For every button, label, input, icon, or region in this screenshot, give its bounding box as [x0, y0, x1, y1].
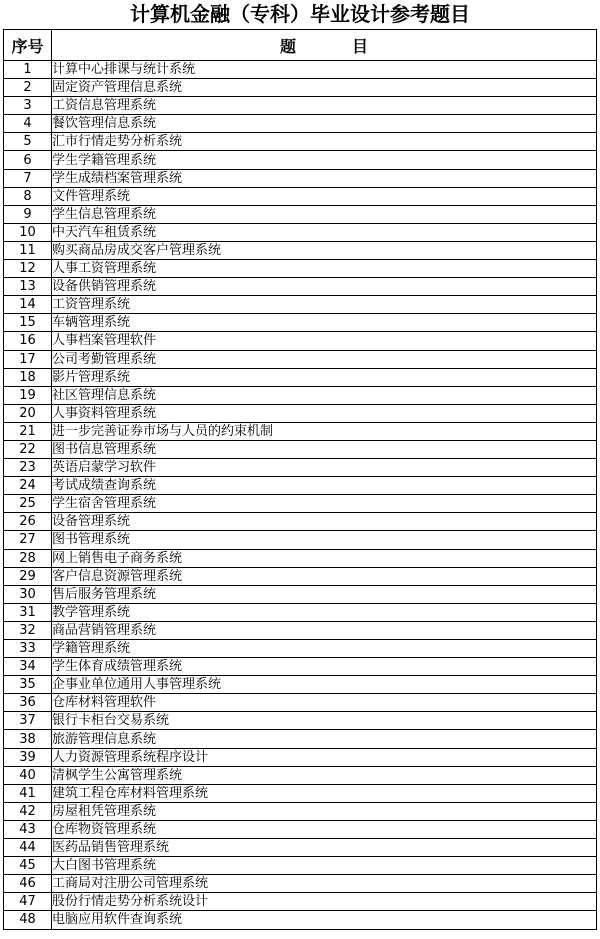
table-row [4, 332, 597, 350]
row-title: 文件管理系统 [52, 187, 597, 205]
table-row [4, 241, 597, 259]
row-number: 6 [4, 151, 52, 169]
row-title: 学生成绩档案管理系统 [52, 169, 597, 187]
row-number: 22 [4, 440, 52, 458]
row-number: 36 [4, 694, 52, 712]
row-number: 46 [4, 875, 52, 893]
table-row [4, 784, 597, 802]
row-number: 13 [4, 278, 52, 296]
table-row [4, 802, 597, 820]
row-number: 14 [4, 296, 52, 314]
table-row [4, 61, 597, 79]
row-title: 人力资源管理系统程序设计 [52, 748, 597, 766]
row-number: 41 [4, 784, 52, 802]
row-title: 客户信息资源管理系统 [52, 567, 597, 585]
row-number: 32 [4, 621, 52, 639]
row-title: 考试成绩查询系统 [52, 477, 597, 495]
table-row [4, 549, 597, 567]
row-title: 学生信息管理系统 [52, 205, 597, 223]
table-row [4, 640, 597, 658]
table-row [4, 603, 597, 621]
row-title: 电脑应用软件查询系统 [52, 911, 597, 929]
row-number: 30 [4, 585, 52, 603]
row-title: 人事资料管理系统 [52, 404, 597, 422]
row-number: 21 [4, 422, 52, 440]
topics-table [3, 29, 597, 930]
row-number: 29 [4, 567, 52, 585]
table-row [4, 748, 597, 766]
table-row [4, 911, 597, 929]
table-row [4, 676, 597, 694]
row-number: 34 [4, 658, 52, 676]
row-title: 股份行情走势分析系统设计 [52, 893, 597, 911]
row-number: 3 [4, 97, 52, 115]
table-row [4, 169, 597, 187]
table-row [4, 513, 597, 531]
row-title: 学生体育成绩管理系统 [52, 658, 597, 676]
table-row [4, 205, 597, 223]
row-title: 房屋租凭管理系统 [52, 802, 597, 820]
table-row [4, 223, 597, 241]
row-title: 仓库材料管理软件 [52, 694, 597, 712]
table-row [4, 477, 597, 495]
row-number: 42 [4, 802, 52, 820]
row-number: 15 [4, 314, 52, 332]
table-row [4, 730, 597, 748]
row-number: 26 [4, 513, 52, 531]
table-row [4, 133, 597, 151]
row-title: 车辆管理系统 [52, 314, 597, 332]
table-row [4, 820, 597, 838]
header-number: 序号 [4, 30, 52, 61]
table-row [4, 97, 597, 115]
row-number: 17 [4, 350, 52, 368]
row-title: 影片管理系统 [52, 368, 597, 386]
row-title: 商品营销管理系统 [52, 621, 597, 639]
row-title: 工资信息管理系统 [52, 97, 597, 115]
row-number: 8 [4, 187, 52, 205]
table-row [4, 585, 597, 603]
row-number: 1 [4, 61, 52, 79]
row-title: 网上销售电子商务系统 [52, 549, 597, 567]
table-row [4, 712, 597, 730]
table-row [4, 766, 597, 784]
row-number: 45 [4, 857, 52, 875]
row-title: 餐饮管理信息系统 [52, 115, 597, 133]
table-row [4, 386, 597, 404]
row-number: 10 [4, 223, 52, 241]
table-row [4, 893, 597, 911]
table-row [4, 350, 597, 368]
row-number: 27 [4, 531, 52, 549]
row-number: 25 [4, 495, 52, 513]
table-row [4, 621, 597, 639]
table-header-row [4, 30, 597, 61]
row-number: 39 [4, 748, 52, 766]
row-title: 教学管理系统 [52, 603, 597, 621]
row-number: 38 [4, 730, 52, 748]
row-title: 医药品销售管理系统 [52, 839, 597, 857]
table-row [4, 839, 597, 857]
row-number: 47 [4, 893, 52, 911]
row-title: 设备管理系统 [52, 513, 597, 531]
row-number: 44 [4, 839, 52, 857]
row-number: 43 [4, 820, 52, 838]
row-title: 工资管理系统 [52, 296, 597, 314]
row-title: 建筑工程仓库材料管理系统 [52, 784, 597, 802]
row-number: 37 [4, 712, 52, 730]
table-row [4, 314, 597, 332]
table-row [4, 567, 597, 585]
table-row [4, 296, 597, 314]
table-row [4, 422, 597, 440]
table-row [4, 278, 597, 296]
row-title: 清枫学生公寓管理系统 [52, 766, 597, 784]
row-title: 购买商品房成交客户管理系统 [52, 241, 597, 259]
table-body [4, 61, 597, 930]
row-title: 学生学籍管理系统 [52, 151, 597, 169]
row-number: 31 [4, 603, 52, 621]
row-title: 计算中心排课与统计系统 [52, 61, 597, 79]
table-row [4, 404, 597, 422]
row-title: 社区管理信息系统 [52, 386, 597, 404]
table-row [4, 260, 597, 278]
row-number: 35 [4, 676, 52, 694]
row-title: 旅游管理信息系统 [52, 730, 597, 748]
row-number: 7 [4, 169, 52, 187]
row-title: 进一步完善证券市场与人员的约束机制 [52, 422, 597, 440]
row-number: 5 [4, 133, 52, 151]
row-title: 图书信息管理系统 [52, 440, 597, 458]
table-row [4, 79, 597, 97]
row-title: 公司考勤管理系统 [52, 350, 597, 368]
row-title: 银行卡柜台交易系统 [52, 712, 597, 730]
table-row [4, 187, 597, 205]
table-row [4, 115, 597, 133]
row-number: 18 [4, 368, 52, 386]
header-title: 题目 [52, 30, 597, 61]
row-title: 人事工资管理系统 [52, 260, 597, 278]
row-title: 固定资产管理信息系统 [52, 79, 597, 97]
row-title: 工商局对注册公司管理系统 [52, 875, 597, 893]
row-title: 设备供销管理系统 [52, 278, 597, 296]
row-number: 11 [4, 241, 52, 259]
row-number: 48 [4, 911, 52, 929]
row-number: 2 [4, 79, 52, 97]
row-title: 学籍管理系统 [52, 640, 597, 658]
row-title: 企事业单位通用人事管理系统 [52, 676, 597, 694]
row-title: 汇市行情走势分析系统 [52, 133, 597, 151]
table-row [4, 151, 597, 169]
row-title: 英语启蒙学习软件 [52, 459, 597, 477]
table-row [4, 875, 597, 893]
row-title: 学生宿舍管理系统 [52, 495, 597, 513]
table-row [4, 658, 597, 676]
table-row [4, 368, 597, 386]
row-number: 23 [4, 459, 52, 477]
row-number: 24 [4, 477, 52, 495]
row-number: 12 [4, 260, 52, 278]
table-row [4, 531, 597, 549]
table-row [4, 694, 597, 712]
table-row [4, 440, 597, 458]
row-number: 40 [4, 766, 52, 784]
row-number: 9 [4, 205, 52, 223]
row-title: 仓库物资管理系统 [52, 820, 597, 838]
table-row [4, 857, 597, 875]
row-number: 19 [4, 386, 52, 404]
page-title: 计算机金融（专科）毕业设计参考题目 [130, 2, 470, 26]
table-row [4, 495, 597, 513]
row-title: 大白图书管理系统 [52, 857, 597, 875]
row-number: 16 [4, 332, 52, 350]
table-row [4, 459, 597, 477]
row-title: 人事档案管理软件 [52, 332, 597, 350]
row-number: 28 [4, 549, 52, 567]
row-number: 4 [4, 115, 52, 133]
row-number: 33 [4, 640, 52, 658]
row-number: 20 [4, 404, 52, 422]
row-title: 中天汽车租赁系统 [52, 223, 597, 241]
row-title: 售后服务管理系统 [52, 585, 597, 603]
row-title: 图书管理系统 [52, 531, 597, 549]
